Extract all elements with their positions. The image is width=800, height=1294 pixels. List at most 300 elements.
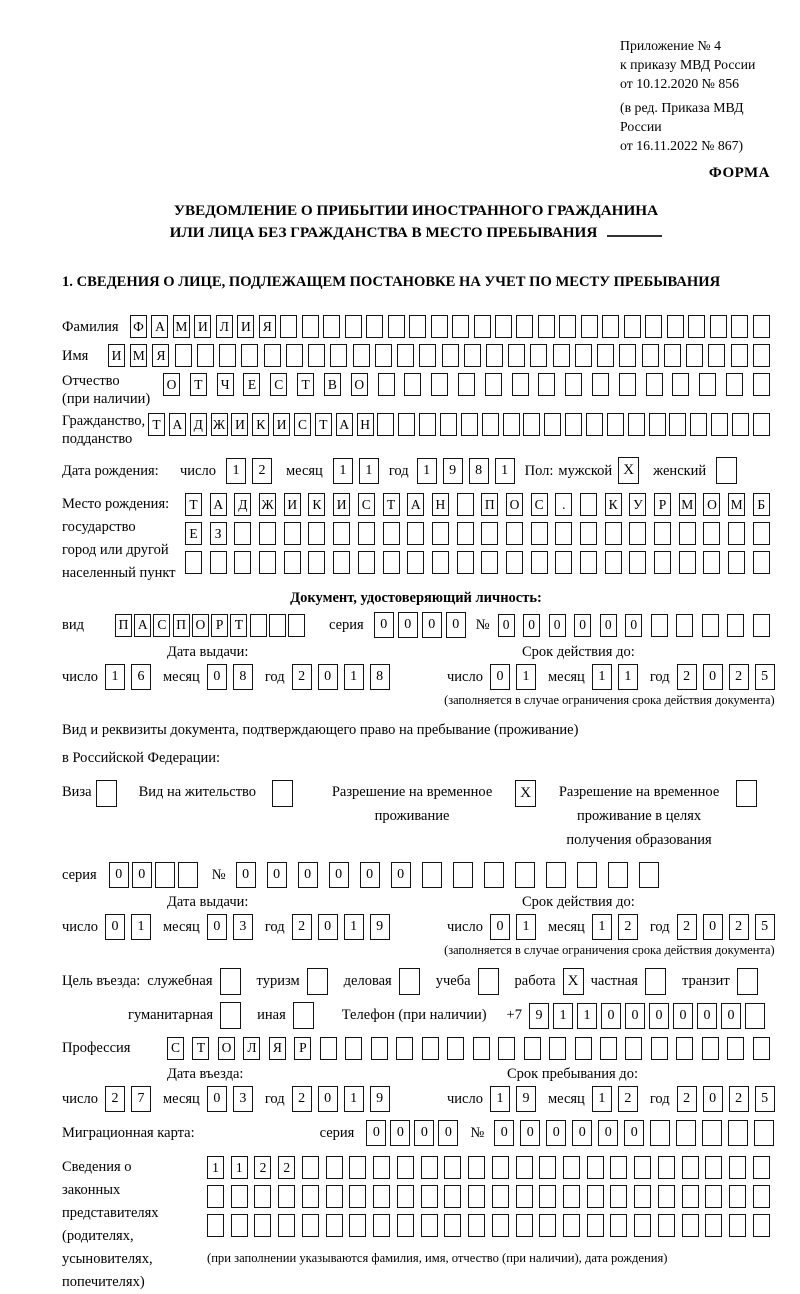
char-cell[interactable]: [397, 1156, 414, 1179]
char-cell[interactable]: [563, 1214, 580, 1237]
char-cell[interactable]: 2: [677, 914, 697, 940]
char-cell[interactable]: 0: [703, 1086, 723, 1112]
char-cell[interactable]: Д: [234, 493, 251, 516]
char-cell[interactable]: [654, 551, 671, 574]
char-cell[interactable]: [608, 862, 628, 888]
char-cell[interactable]: [398, 413, 415, 436]
birthplace-row1-input[interactable]: [185, 493, 770, 516]
char-cell[interactable]: [727, 1037, 744, 1060]
residence-valid-month-input[interactable]: [592, 914, 638, 940]
residence-valid-day-input[interactable]: [490, 914, 536, 940]
char-cell[interactable]: [605, 551, 622, 574]
char-cell[interactable]: [397, 1214, 414, 1237]
char-cell[interactable]: О: [192, 614, 209, 637]
char-cell[interactable]: [383, 551, 400, 574]
char-cell[interactable]: [732, 413, 749, 436]
char-cell[interactable]: [728, 1120, 748, 1146]
char-cell[interactable]: [705, 1185, 722, 1208]
char-cell[interactable]: 1: [131, 914, 151, 940]
char-cell[interactable]: [210, 551, 227, 574]
char-cell[interactable]: [597, 344, 614, 367]
char-cell[interactable]: [155, 862, 175, 888]
char-cell[interactable]: 1: [592, 1086, 612, 1112]
humanitarian-checkbox[interactable]: [220, 1002, 241, 1029]
char-cell[interactable]: [539, 1156, 556, 1179]
char-cell[interactable]: [330, 344, 347, 367]
char-cell[interactable]: [605, 522, 622, 545]
char-cell[interactable]: [726, 373, 743, 396]
char-cell[interactable]: 1: [490, 1086, 510, 1112]
char-cell[interactable]: 2: [729, 664, 749, 690]
char-cell[interactable]: Т: [190, 373, 207, 396]
char-cell[interactable]: [645, 315, 662, 338]
char-cell[interactable]: [506, 551, 523, 574]
char-cell[interactable]: [555, 551, 572, 574]
char-cell[interactable]: [396, 1037, 413, 1060]
char-cell[interactable]: [508, 344, 525, 367]
valid-month-input[interactable]: [592, 664, 638, 690]
char-cell[interactable]: [440, 413, 457, 436]
other-checkbox[interactable]: [293, 1002, 314, 1029]
char-cell[interactable]: С: [294, 413, 311, 436]
char-cell[interactable]: М: [679, 493, 696, 516]
char-cell[interactable]: 0: [398, 612, 418, 638]
char-cell[interactable]: [409, 315, 426, 338]
char-cell[interactable]: [729, 1185, 746, 1208]
char-cell[interactable]: 0: [132, 862, 152, 888]
char-cell[interactable]: 1: [592, 914, 612, 940]
char-cell[interactable]: [580, 522, 597, 545]
private-checkbox[interactable]: [645, 968, 666, 995]
char-cell[interactable]: [397, 1185, 414, 1208]
char-cell[interactable]: 1: [495, 458, 515, 484]
official-checkbox[interactable]: [220, 968, 241, 995]
char-cell[interactable]: [431, 373, 448, 396]
char-cell[interactable]: [373, 1185, 390, 1208]
char-cell[interactable]: [461, 413, 478, 436]
char-cell[interactable]: [664, 344, 681, 367]
char-cell[interactable]: [286, 344, 303, 367]
char-cell[interactable]: 0: [549, 614, 566, 637]
char-cell[interactable]: [453, 862, 473, 888]
issue-day-input[interactable]: [105, 664, 151, 690]
char-cell[interactable]: К: [308, 493, 325, 516]
char-cell[interactable]: [676, 1037, 693, 1060]
char-cell[interactable]: [650, 1120, 670, 1146]
char-cell[interactable]: Л: [243, 1037, 260, 1060]
char-cell[interactable]: А: [169, 413, 186, 436]
char-cell[interactable]: И: [273, 413, 290, 436]
char-cell[interactable]: [358, 551, 375, 574]
char-cell[interactable]: [686, 344, 703, 367]
char-cell[interactable]: 3: [233, 914, 253, 940]
char-cell[interactable]: [345, 1037, 362, 1060]
char-cell[interactable]: [651, 614, 668, 637]
char-cell[interactable]: И: [231, 413, 248, 436]
char-cell[interactable]: [234, 522, 251, 545]
char-cell[interactable]: [628, 413, 645, 436]
char-cell[interactable]: [457, 551, 474, 574]
char-cell[interactable]: [457, 493, 474, 516]
char-cell[interactable]: [646, 373, 663, 396]
birth-month-input[interactable]: [333, 458, 379, 484]
char-cell[interactable]: О: [163, 373, 180, 396]
char-cell[interactable]: К: [605, 493, 622, 516]
char-cell[interactable]: [422, 862, 442, 888]
char-cell[interactable]: 0: [490, 914, 510, 940]
char-cell[interactable]: [524, 1037, 541, 1060]
tourism-checkbox[interactable]: [307, 968, 328, 995]
char-cell[interactable]: [667, 315, 684, 338]
char-cell[interactable]: [284, 551, 301, 574]
char-cell[interactable]: [419, 344, 436, 367]
char-cell[interactable]: 0: [207, 914, 227, 940]
char-cell[interactable]: 9: [516, 1086, 536, 1112]
char-cell[interactable]: 0: [598, 1120, 618, 1146]
char-cell[interactable]: [575, 344, 592, 367]
char-cell[interactable]: [753, 551, 770, 574]
char-cell[interactable]: Я: [152, 344, 169, 367]
char-cell[interactable]: [600, 1037, 617, 1060]
char-cell[interactable]: 8: [469, 458, 489, 484]
char-cell[interactable]: [753, 1214, 770, 1237]
char-cell[interactable]: [407, 522, 424, 545]
representatives-row2-input[interactable]: [207, 1185, 770, 1208]
char-cell[interactable]: Т: [148, 413, 165, 436]
char-cell[interactable]: [373, 1214, 390, 1237]
char-cell[interactable]: [422, 1037, 439, 1060]
doc-number-input[interactable]: [498, 614, 770, 637]
char-cell[interactable]: 2: [254, 1156, 271, 1179]
char-cell[interactable]: И: [194, 315, 211, 338]
char-cell[interactable]: [639, 862, 659, 888]
char-cell[interactable]: Р: [654, 493, 671, 516]
char-cell[interactable]: [679, 551, 696, 574]
char-cell[interactable]: [546, 862, 566, 888]
migration-series-input[interactable]: [366, 1120, 458, 1146]
char-cell[interactable]: [468, 1185, 485, 1208]
char-cell[interactable]: 2: [105, 1086, 125, 1112]
char-cell[interactable]: 0: [236, 862, 256, 888]
char-cell[interactable]: [447, 1037, 464, 1060]
char-cell[interactable]: [278, 1185, 295, 1208]
birthplace-row3-input[interactable]: [185, 551, 770, 574]
char-cell[interactable]: [658, 1156, 675, 1179]
char-cell[interactable]: [468, 1214, 485, 1237]
char-cell[interactable]: 0: [446, 612, 466, 638]
char-cell[interactable]: [498, 1037, 515, 1060]
char-cell[interactable]: [326, 1185, 343, 1208]
char-cell[interactable]: [580, 493, 597, 516]
char-cell[interactable]: 8: [233, 664, 253, 690]
char-cell[interactable]: [383, 522, 400, 545]
char-cell[interactable]: 0: [318, 664, 338, 690]
char-cell[interactable]: [559, 315, 576, 338]
char-cell[interactable]: 1: [333, 458, 353, 484]
residence-issue-month-input[interactable]: [207, 914, 253, 940]
char-cell[interactable]: 1: [359, 458, 379, 484]
birth-day-input[interactable]: [226, 458, 272, 484]
char-cell[interactable]: [349, 1214, 366, 1237]
char-cell[interactable]: [705, 1214, 722, 1237]
char-cell[interactable]: [492, 1185, 509, 1208]
char-cell[interactable]: А: [407, 493, 424, 516]
char-cell[interactable]: 2: [292, 664, 312, 690]
char-cell[interactable]: Т: [192, 1037, 209, 1060]
char-cell[interactable]: [577, 862, 597, 888]
char-cell[interactable]: [302, 1185, 319, 1208]
char-cell[interactable]: 2: [729, 914, 749, 940]
char-cell[interactable]: В: [324, 373, 341, 396]
char-cell[interactable]: Ч: [217, 373, 234, 396]
issue-month-input[interactable]: [207, 664, 253, 690]
char-cell[interactable]: [326, 1156, 343, 1179]
char-cell[interactable]: [711, 413, 728, 436]
char-cell[interactable]: [259, 522, 276, 545]
char-cell[interactable]: 9: [529, 1003, 549, 1029]
char-cell[interactable]: [516, 1156, 533, 1179]
char-cell[interactable]: И: [108, 344, 125, 367]
char-cell[interactable]: [284, 522, 301, 545]
char-cell[interactable]: [634, 1185, 651, 1208]
char-cell[interactable]: [753, 1037, 770, 1060]
char-cell[interactable]: Я: [269, 1037, 286, 1060]
char-cell[interactable]: [326, 1214, 343, 1237]
char-cell[interactable]: 0: [366, 1120, 386, 1146]
work-checkbox[interactable]: X: [563, 968, 584, 995]
char-cell[interactable]: 0: [390, 1120, 410, 1146]
profession-input[interactable]: [167, 1037, 770, 1060]
stay-year-input[interactable]: [677, 1086, 775, 1112]
char-cell[interactable]: [649, 413, 666, 436]
char-cell[interactable]: [575, 1037, 592, 1060]
char-cell[interactable]: [682, 1185, 699, 1208]
char-cell[interactable]: [731, 344, 748, 367]
valid-year-input[interactable]: [677, 664, 775, 690]
char-cell[interactable]: [503, 413, 520, 436]
char-cell[interactable]: [495, 315, 512, 338]
char-cell[interactable]: М: [728, 493, 745, 516]
char-cell[interactable]: [320, 1037, 337, 1060]
char-cell[interactable]: [345, 315, 362, 338]
char-cell[interactable]: 0: [374, 612, 394, 638]
entry-year-input[interactable]: [292, 1086, 390, 1112]
char-cell[interactable]: [629, 551, 646, 574]
char-cell[interactable]: [264, 344, 281, 367]
char-cell[interactable]: Д: [190, 413, 207, 436]
char-cell[interactable]: [349, 1156, 366, 1179]
char-cell[interactable]: 0: [298, 862, 318, 888]
char-cell[interactable]: [729, 1214, 746, 1237]
char-cell[interactable]: [705, 1156, 722, 1179]
migration-number-input[interactable]: [494, 1120, 774, 1146]
char-cell[interactable]: 2: [292, 914, 312, 940]
char-cell[interactable]: 0: [673, 1003, 693, 1029]
char-cell[interactable]: [302, 315, 319, 338]
char-cell[interactable]: [602, 315, 619, 338]
char-cell[interactable]: [629, 522, 646, 545]
char-cell[interactable]: 7: [131, 1086, 151, 1112]
char-cell[interactable]: 2: [278, 1156, 295, 1179]
char-cell[interactable]: [702, 1037, 719, 1060]
char-cell[interactable]: [442, 344, 459, 367]
char-cell[interactable]: А: [336, 413, 353, 436]
char-cell[interactable]: 5: [755, 664, 775, 690]
patronymic-input[interactable]: [163, 373, 770, 396]
char-cell[interactable]: А: [151, 315, 168, 338]
female-checkbox[interactable]: [716, 457, 737, 484]
business-checkbox[interactable]: [399, 968, 420, 995]
char-cell[interactable]: [672, 373, 689, 396]
char-cell[interactable]: [727, 614, 744, 637]
char-cell[interactable]: [278, 1214, 295, 1237]
transit-checkbox[interactable]: [737, 968, 758, 995]
char-cell[interactable]: [458, 373, 475, 396]
char-cell[interactable]: [703, 551, 720, 574]
char-cell[interactable]: 0: [625, 1003, 645, 1029]
visa-checkbox[interactable]: [96, 780, 117, 807]
char-cell[interactable]: [464, 344, 481, 367]
char-cell[interactable]: [468, 1156, 485, 1179]
char-cell[interactable]: [419, 413, 436, 436]
char-cell[interactable]: С: [358, 493, 375, 516]
char-cell[interactable]: [397, 344, 414, 367]
char-cell[interactable]: [308, 344, 325, 367]
char-cell[interactable]: 0: [697, 1003, 717, 1029]
char-cell[interactable]: С: [153, 614, 170, 637]
char-cell[interactable]: [703, 522, 720, 545]
char-cell[interactable]: С: [270, 373, 287, 396]
char-cell[interactable]: 0: [207, 664, 227, 690]
char-cell[interactable]: [531, 551, 548, 574]
char-cell[interactable]: 0: [360, 862, 380, 888]
char-cell[interactable]: 9: [443, 458, 463, 484]
char-cell[interactable]: [254, 1185, 271, 1208]
char-cell[interactable]: [452, 315, 469, 338]
char-cell[interactable]: [353, 344, 370, 367]
char-cell[interactable]: 0: [625, 614, 642, 637]
char-cell[interactable]: [302, 1156, 319, 1179]
char-cell[interactable]: Т: [230, 614, 247, 637]
char-cell[interactable]: И: [237, 315, 254, 338]
char-cell[interactable]: [333, 522, 350, 545]
char-cell[interactable]: [308, 522, 325, 545]
char-cell[interactable]: [323, 315, 340, 338]
char-cell[interactable]: [753, 614, 770, 637]
char-cell[interactable]: [702, 1120, 722, 1146]
char-cell[interactable]: 1: [417, 458, 437, 484]
char-cell[interactable]: [654, 522, 671, 545]
char-cell[interactable]: [702, 614, 719, 637]
char-cell[interactable]: 1: [344, 914, 364, 940]
char-cell[interactable]: 1: [516, 664, 536, 690]
char-cell[interactable]: А: [210, 493, 227, 516]
char-cell[interactable]: [565, 373, 582, 396]
char-cell[interactable]: 0: [721, 1003, 741, 1029]
char-cell[interactable]: [699, 373, 716, 396]
char-cell[interactable]: 5: [755, 914, 775, 940]
char-cell[interactable]: 1: [516, 914, 536, 940]
char-cell[interactable]: [404, 373, 421, 396]
char-cell[interactable]: [580, 551, 597, 574]
entry-day-input[interactable]: [105, 1086, 151, 1112]
char-cell[interactable]: 0: [703, 664, 723, 690]
char-cell[interactable]: 0: [546, 1120, 566, 1146]
char-cell[interactable]: [753, 522, 770, 545]
char-cell[interactable]: П: [115, 614, 132, 637]
char-cell[interactable]: [619, 373, 636, 396]
valid-day-input[interactable]: [490, 664, 536, 690]
issue-year-input[interactable]: [292, 664, 390, 690]
char-cell[interactable]: [634, 1156, 651, 1179]
char-cell[interactable]: [676, 614, 693, 637]
char-cell[interactable]: [492, 1214, 509, 1237]
char-cell[interactable]: 0: [498, 614, 515, 637]
char-cell[interactable]: [676, 1120, 696, 1146]
char-cell[interactable]: 2: [729, 1086, 749, 1112]
char-cell[interactable]: А: [134, 614, 151, 637]
char-cell[interactable]: Л: [216, 315, 233, 338]
char-cell[interactable]: Е: [185, 522, 202, 545]
char-cell[interactable]: 5: [755, 1086, 775, 1112]
char-cell[interactable]: Ф: [130, 315, 147, 338]
char-cell[interactable]: 8: [370, 664, 390, 690]
char-cell[interactable]: 0: [601, 1003, 621, 1029]
char-cell[interactable]: [421, 1214, 438, 1237]
char-cell[interactable]: [728, 522, 745, 545]
char-cell[interactable]: 1: [553, 1003, 573, 1029]
char-cell[interactable]: [753, 373, 770, 396]
char-cell[interactable]: [308, 551, 325, 574]
char-cell[interactable]: [708, 344, 725, 367]
char-cell[interactable]: [241, 344, 258, 367]
male-checkbox[interactable]: X: [618, 457, 639, 484]
char-cell[interactable]: 1: [226, 458, 246, 484]
char-cell[interactable]: 2: [292, 1086, 312, 1112]
char-cell[interactable]: [407, 551, 424, 574]
char-cell[interactable]: 0: [574, 614, 591, 637]
char-cell[interactable]: [651, 1037, 668, 1060]
char-cell[interactable]: Р: [211, 614, 228, 637]
char-cell[interactable]: [634, 1214, 651, 1237]
char-cell[interactable]: 0: [318, 914, 338, 940]
char-cell[interactable]: 0: [422, 612, 442, 638]
char-cell[interactable]: [259, 551, 276, 574]
char-cell[interactable]: [669, 413, 686, 436]
char-cell[interactable]: [234, 551, 251, 574]
birth-year-input[interactable]: [417, 458, 515, 484]
char-cell[interactable]: [175, 344, 192, 367]
entry-month-input[interactable]: [207, 1086, 253, 1112]
char-cell[interactable]: [753, 344, 770, 367]
char-cell[interactable]: Р: [294, 1037, 311, 1060]
char-cell[interactable]: О: [703, 493, 720, 516]
char-cell[interactable]: [388, 315, 405, 338]
char-cell[interactable]: [530, 344, 547, 367]
char-cell[interactable]: [753, 315, 770, 338]
char-cell[interactable]: [269, 614, 286, 637]
char-cell[interactable]: [581, 315, 598, 338]
char-cell[interactable]: [658, 1185, 675, 1208]
char-cell[interactable]: [728, 551, 745, 574]
char-cell[interactable]: [349, 1185, 366, 1208]
char-cell[interactable]: [457, 522, 474, 545]
char-cell[interactable]: Т: [315, 413, 332, 436]
char-cell[interactable]: [539, 1214, 556, 1237]
char-cell[interactable]: [610, 1185, 627, 1208]
residence-permit-checkbox[interactable]: [272, 780, 293, 807]
temp-residence-checkbox[interactable]: X: [515, 780, 536, 807]
